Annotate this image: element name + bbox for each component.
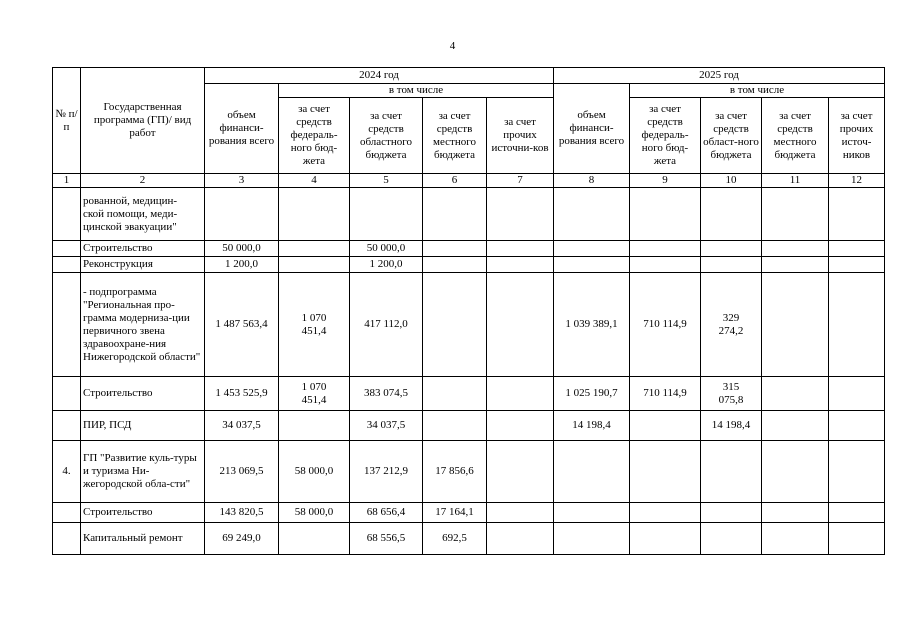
value-cell [701,241,762,257]
header-federal-2025: за счет средств федераль-ного бюд-жета [630,98,701,174]
row-number [53,273,81,377]
value-cell: 17 856,6 [423,441,487,503]
value-cell [487,411,554,441]
row-number [53,503,81,523]
row-name: Строительство [81,241,205,257]
value-cell [487,503,554,523]
value-cell: 34 037,5 [205,411,279,441]
value-cell: 68 556,5 [350,523,423,555]
row-number [53,257,81,273]
value-cell [630,188,701,241]
value-cell: 58 000,0 [279,503,350,523]
value-cell [350,188,423,241]
value-cell [487,441,554,503]
table-row [53,188,885,241]
value-cell [829,377,885,411]
value-cell [762,188,829,241]
value-cell [701,503,762,523]
value-cell [762,241,829,257]
value-cell [423,188,487,241]
header-other-2024: за счет прочих источни-ков [487,98,554,174]
value-cell [701,523,762,555]
value-cell: 68 656,4 [350,503,423,523]
value-cell: 692,5 [423,523,487,555]
col-number: 12 [829,174,885,188]
col-number: 11 [762,174,829,188]
row-number [53,188,81,241]
value-cell [487,377,554,411]
header-other-2025: за счет прочих источ-ников [829,98,885,174]
value-cell [762,503,829,523]
row-number [53,241,81,257]
value-cell [487,241,554,257]
table-row [53,441,885,503]
col-number: 2 [81,174,205,188]
value-cell [423,377,487,411]
value-cell: 1 487 563,4 [205,273,279,377]
value-cell [762,523,829,555]
value-cell: 58 000,0 [279,441,350,503]
value-cell [701,188,762,241]
value-cell [554,523,630,555]
value-cell [762,377,829,411]
value-cell [630,523,701,555]
value-cell [829,441,885,503]
value-cell [423,257,487,273]
table-row [53,257,885,273]
value-cell [554,441,630,503]
table-row [53,503,885,523]
value-cell: 14 198,4 [701,411,762,441]
col-number: 4 [279,174,350,188]
col-number: 7 [487,174,554,188]
value-cell: 1 039 389,1 [554,273,630,377]
value-cell: 137 212,9 [350,441,423,503]
value-cell: 710 114,9 [630,377,701,411]
value-cell [829,257,885,273]
row-number [53,411,81,441]
value-cell [829,273,885,377]
value-cell [423,273,487,377]
value-cell: 383 074,5 [350,377,423,411]
header-total-2025: объем финанси-рования всего [554,84,630,174]
row-name: Строительство [81,377,205,411]
table-row [53,523,885,555]
header-no: № п/п [53,68,81,174]
value-cell [829,503,885,523]
table-row [53,411,885,441]
value-cell: 17 164,1 [423,503,487,523]
value-cell [829,188,885,241]
value-cell: 1 070 451,4 [279,273,350,377]
row-name: Строительство [81,503,205,523]
value-cell: 14 198,4 [554,411,630,441]
header-regional-2024: за счет средств областного бюджета [350,98,423,174]
row-name: Капитальный ремонт [81,523,205,555]
value-cell: 69 249,0 [205,523,279,555]
value-cell: 710 114,9 [630,273,701,377]
value-cell [762,441,829,503]
value-cell [630,503,701,523]
value-cell: 213 069,5 [205,441,279,503]
value-cell: 143 820,5 [205,503,279,523]
col-number: 10 [701,174,762,188]
value-cell [423,241,487,257]
value-cell: 50 000,0 [350,241,423,257]
value-cell: 34 037,5 [350,411,423,441]
table-row [53,273,885,377]
header-incl-2025: в том числе [630,84,885,98]
value-cell: 1 200,0 [350,257,423,273]
row-name: рованной, медицин- ской помощи, меди- цинской эвакуации" [81,188,205,241]
value-cell [279,188,350,241]
financing-table [52,67,885,555]
header-year-2025: 2025 год [554,68,885,84]
value-cell: 315 075,8 [701,377,762,411]
value-cell [829,241,885,257]
header-incl-2024: в том числе [279,84,554,98]
value-cell [487,523,554,555]
value-cell: 1 025 190,7 [554,377,630,411]
value-cell [762,411,829,441]
value-cell [829,523,885,555]
value-cell [630,411,701,441]
page-number: 4 [449,40,456,52]
row-name: ГП "Развитие куль-туры и туризма Ни-жегородской обла-сти" [81,441,205,503]
value-cell [554,188,630,241]
row-number [53,377,81,411]
value-cell [762,273,829,377]
value-cell [554,257,630,273]
row-name: Реконструкция [81,257,205,273]
col-number: 8 [554,174,630,188]
value-cell [205,188,279,241]
header-local-2024: за счет средств местного бюджета [423,98,487,174]
value-cell [630,441,701,503]
table-row [53,241,885,257]
value-cell [701,441,762,503]
value-cell [279,411,350,441]
value-cell [829,411,885,441]
header-regional-2025: за счет средств област-ного бюджета [701,98,762,174]
col-number: 5 [350,174,423,188]
header-total-2024: объем финанси-рования всего [205,84,279,174]
header-local-2025: за счет средств местного бюджета [762,98,829,174]
col-number: 1 [53,174,81,188]
col-number: 6 [423,174,487,188]
value-cell [554,241,630,257]
value-cell [487,188,554,241]
header-federal-2024: за счет средств федераль-ного бюд-жета [279,98,350,174]
value-cell [701,257,762,273]
value-cell [554,503,630,523]
row-number [53,523,81,555]
value-cell [487,273,554,377]
value-cell: 1 070 451,4 [279,377,350,411]
value-cell [630,257,701,273]
row-name: - подпрограмма "Региональная про-грамма модерниза-ции первичного звена здравоохране-ния Нижегородской области" [81,273,205,377]
value-cell [279,257,350,273]
col-number: 3 [205,174,279,188]
value-cell [279,241,350,257]
value-cell: 417 112,0 [350,273,423,377]
row-number: 4. [53,441,81,503]
value-cell: 1 200,0 [205,257,279,273]
row-name: ПИР, ПСД [81,411,205,441]
col-number: 9 [630,174,701,188]
header-program: Государственная программа (ГП)/ вид работ [81,68,205,174]
value-cell: 50 000,0 [205,241,279,257]
value-cell: 329 274,2 [701,273,762,377]
table-row [53,377,885,411]
value-cell [279,523,350,555]
value-cell [487,257,554,273]
header-year-2024: 2024 год [205,68,554,84]
value-cell [423,411,487,441]
value-cell: 1 453 525,9 [205,377,279,411]
value-cell [762,257,829,273]
value-cell [630,241,701,257]
